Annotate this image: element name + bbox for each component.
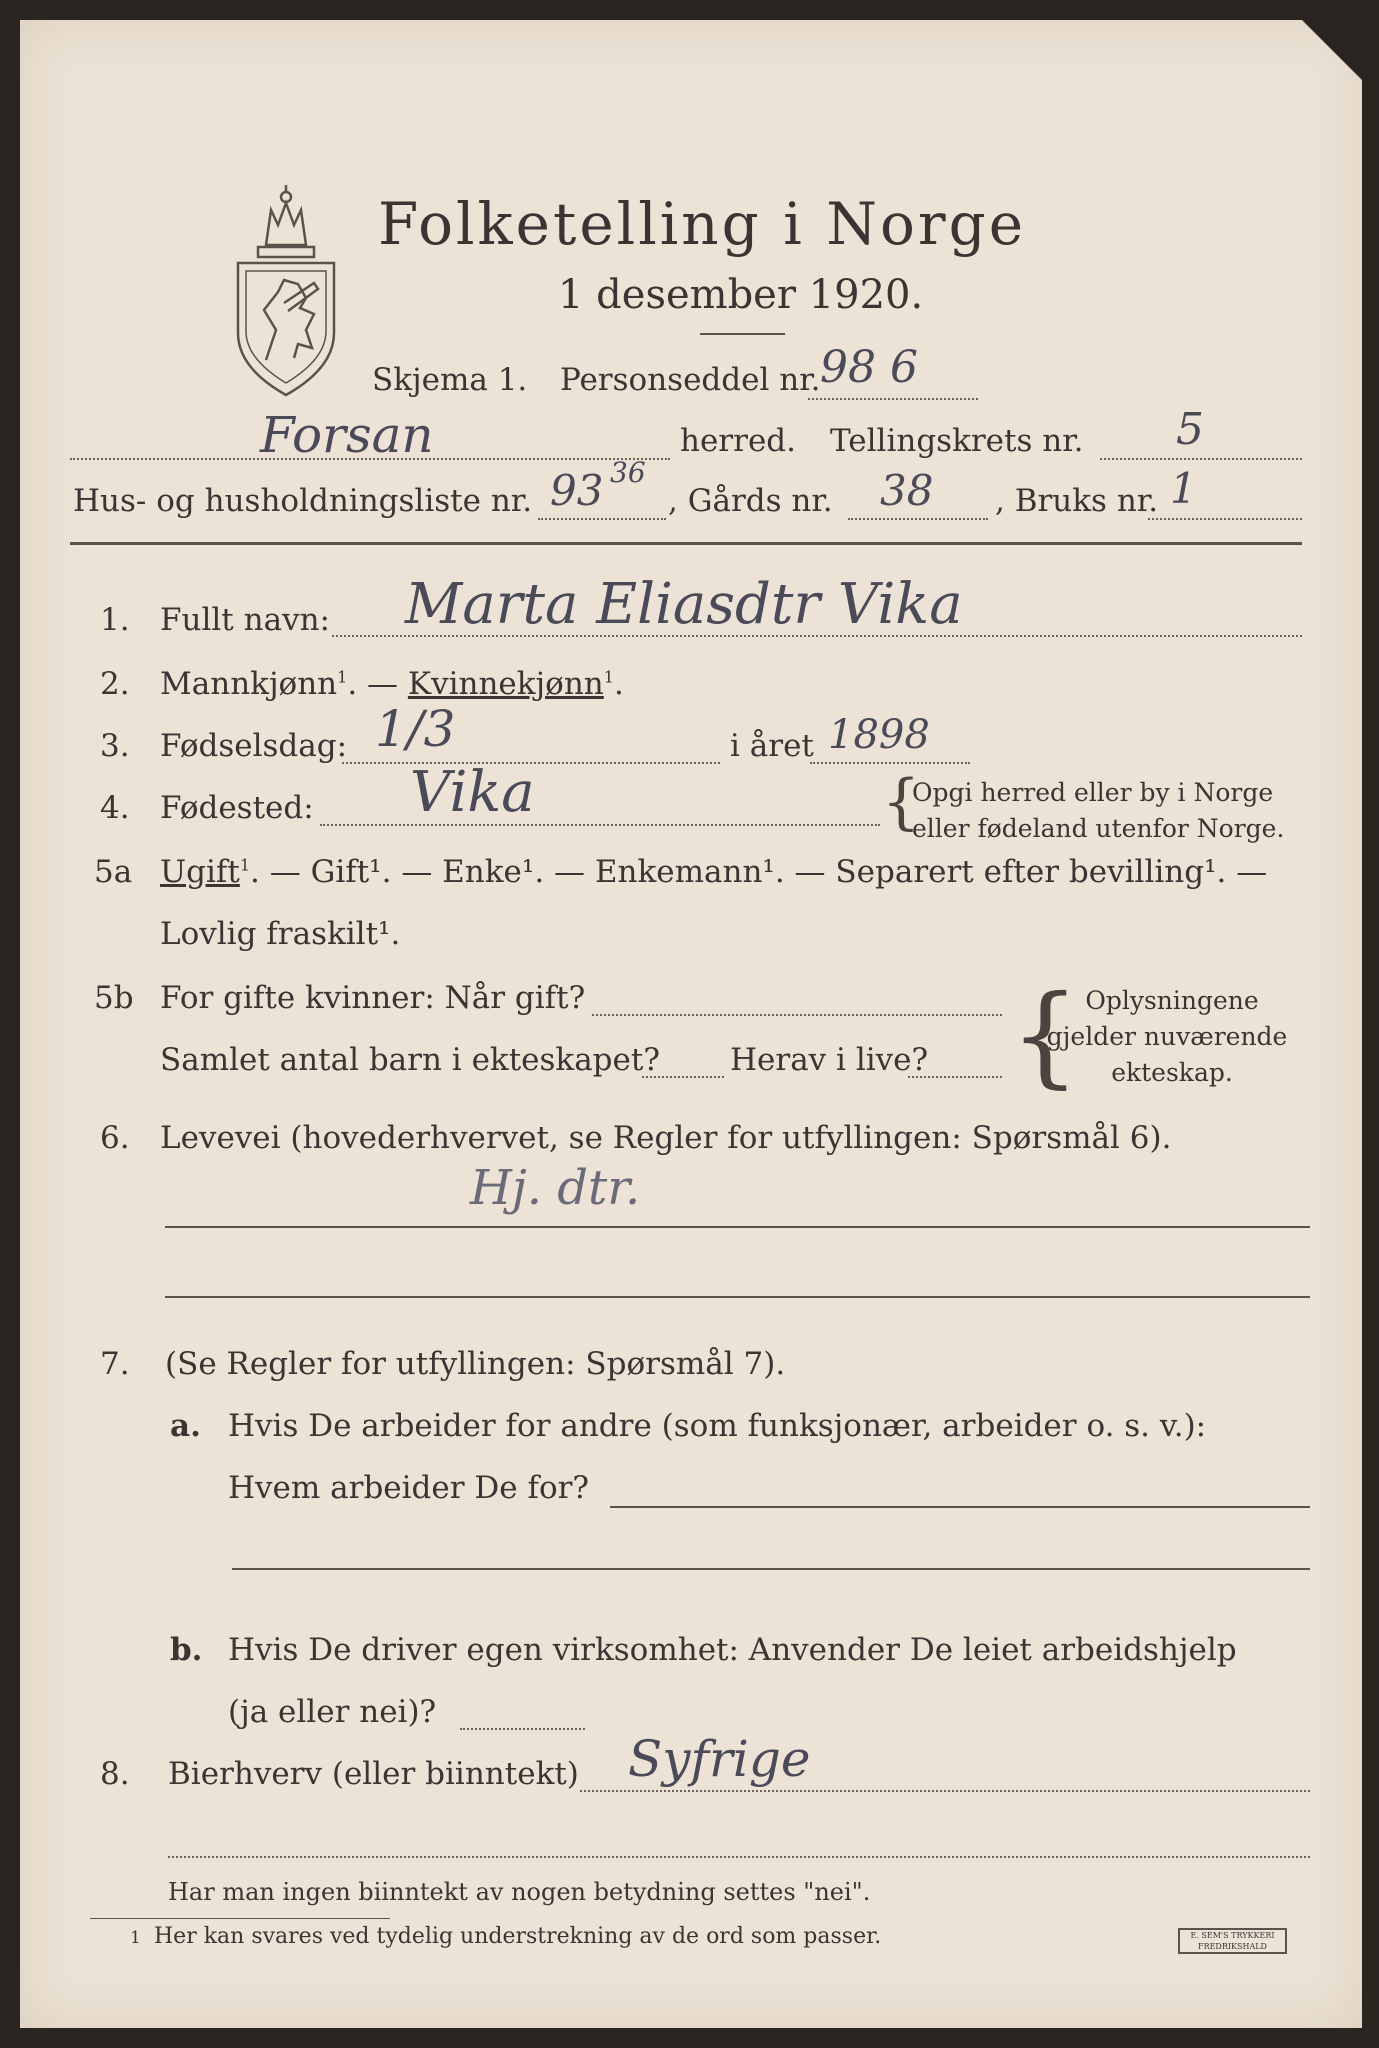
q5a-number: 5a [94,854,133,890]
hus-value-alt[interactable]: 36 [610,456,646,489]
q5b-note-1: Oplysningene [1085,986,1259,1015]
q5b-note-2: gjelder nuværende [1046,1022,1288,1051]
q4-line [320,824,880,826]
q8-note: Har man ingen biinntekt av nogen betydning settes "nei". [168,1878,871,1906]
gards-label: , Gårds nr. [668,483,833,519]
q5b-label: For gifte kvinner: Når gift? [160,980,586,1016]
q1-number: 1. [100,602,130,638]
q8-number: 8. [100,1756,130,1792]
q7a-letter: a. [170,1408,201,1444]
q5b-children-line [642,1076,724,1078]
q1-full-name-value[interactable]: Marta Eliasdtr Vika [405,572,963,637]
q7a-line-2 [232,1568,1310,1570]
q4-note-2: eller fødeland utenfor Norge. [912,814,1285,843]
header-divider [70,542,1302,545]
hus-label: Hus- og husholdningsliste nr. [73,483,533,519]
q7b-label: Hvis De driver egen virksomhet: Anvender De leiet arbeidshjelp [228,1632,1237,1668]
q8-side-income-value[interactable]: Syfrige [628,1730,811,1788]
q7a-line-1 [610,1506,1310,1508]
norway-coat-of-arms-icon [226,185,346,400]
tellingskrets-value[interactable]: 5 [1176,404,1204,455]
personseddel-value[interactable]: 98 6 [820,342,918,393]
personseddel-label: Personseddel nr. [560,362,821,398]
folded-corner [1296,14,1368,86]
q7b-label2: (ja eller nei)? [228,1694,437,1730]
q2-option-male[interactable]: Mannkjønn [160,666,338,702]
q8-line-2 [168,1856,1310,1858]
q6-number: 6. [100,1120,130,1156]
q6-line-2 [165,1296,1310,1298]
herred-value[interactable]: Forsan [260,406,434,464]
q3-year-line [810,762,970,764]
schema-label: Skjema 1. [372,362,528,398]
q5b-alive-line [908,1076,1002,1078]
q5b-number: 5b [94,980,134,1016]
q5b-label3: Herav i live? [730,1042,929,1078]
q3-birthday-value[interactable]: 1/3 [375,700,456,758]
q2-option-female[interactable]: Kvinnekjønn [407,666,604,702]
q3-label: Fødselsdag: [160,728,348,764]
footnote-marker: 1 [130,1928,141,1948]
q1-label: Fullt navn: [160,602,330,638]
census-form-sheet [20,20,1362,2028]
q4-number: 4. [100,790,130,826]
herred-label: herred. [680,423,796,459]
footnote-divider [90,1918,390,1919]
printer-stamp: E. SEM'S TRYKKERI FREDRIKSHALD [1178,1928,1287,1954]
q7-label: (Se Regler for utfyllingen: Spørsmål 7). [165,1346,786,1382]
q5b-note-3: ekteskap. [1111,1058,1233,1087]
tellingskrets-label: Tellingskrets nr. [830,423,1084,459]
q7a-label: Hvis De arbeider for andre (som funksjonær, arbeider o. s. v.): [228,1408,1207,1444]
q8-line-1 [580,1790,1310,1792]
bruks-label: , Bruks nr. [995,483,1159,519]
q5a-other-options[interactable]: . — Gift¹. — Enke¹. — Enkemann¹. — Separert efter bevilling¹. — [250,854,1268,890]
q7b-line [460,1728,585,1730]
gards-line [848,518,988,520]
q5a-line2[interactable]: Lovlig fraskilt¹. [160,916,401,952]
q7b-letter: b. [170,1632,203,1668]
form-title: Folketelling i Norge [378,190,1027,258]
q8-label: Bierhverv (eller biinntekt) [168,1756,579,1792]
q7a-label2: Hvem arbeider De for? [228,1470,590,1506]
census-date: 1 desember 1920. [558,272,924,318]
q4-birthplace-value[interactable]: Vika [410,760,535,825]
q5b-brace: { [1010,971,1080,1099]
q3-year-label: i året [730,728,814,764]
hus-value[interactable]: 93 [550,466,604,515]
q3-number: 3. [100,728,130,764]
title-divider [700,333,785,335]
q5b-married-line [592,1014,1002,1016]
tellingskrets-line [1100,458,1302,460]
q7-number: 7. [100,1346,130,1382]
q4-note-1: Opgi herred eller by i Norge [912,778,1274,807]
bruks-value[interactable]: 1 [1170,464,1197,513]
q4-brace: { [882,767,921,837]
q3-year-value[interactable]: 1898 [828,712,930,758]
q6-line-1 [165,1226,1310,1228]
q2-sex-options: Mannkjønn$^1$. — Kvinnekjønn$^1$. [160,666,624,702]
q5b-label2: Samlet antal barn i ekteskapet? [160,1042,660,1078]
q5a-marital-options: Ugift$^1$. — Gift¹. — Enke¹. — Enkemann¹. — Separert efter bevilling¹. — [160,854,1268,890]
q2-number: 2. [100,666,130,702]
footnote-text: Her kan svares ved tydelig understrekning av de ord som passer. [154,1924,882,1949]
hus-line [538,518,666,520]
personseddel-line [808,398,978,400]
q4-label: Fødested: [160,790,314,826]
gards-value[interactable]: 38 [880,466,934,515]
q6-label: Levevei (hovederhvervet, se Regler for utfyllingen: Spørsmål 6). [160,1120,1172,1156]
q5a-option-ugift[interactable]: Ugift [160,854,240,890]
bruks-line [1148,518,1302,520]
q6-occupation-value[interactable]: Hj. dtr. [470,1160,641,1216]
